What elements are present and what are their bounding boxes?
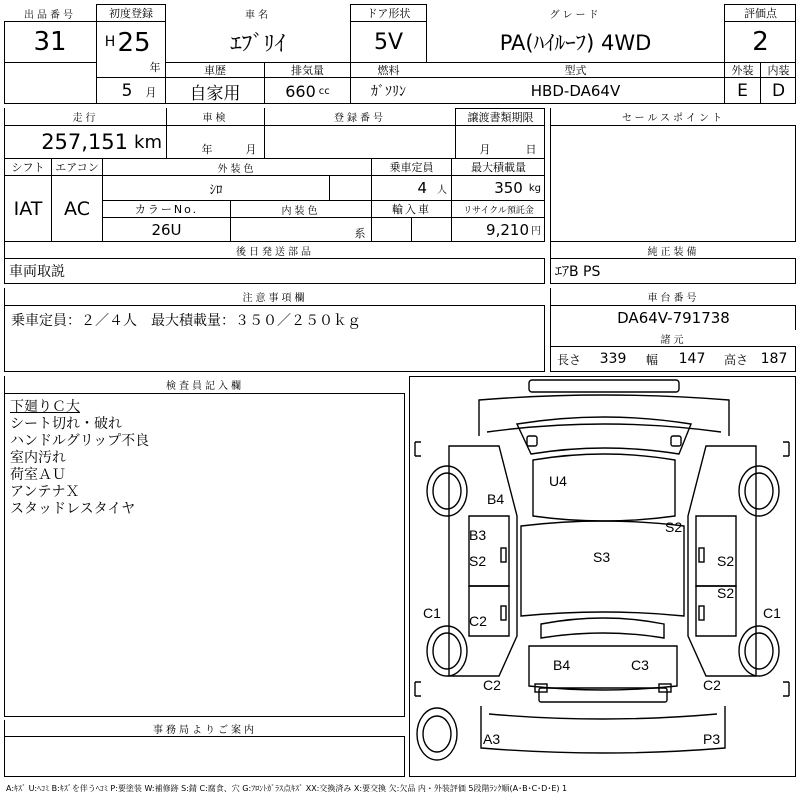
exterior-value: E xyxy=(737,81,748,101)
inspection-year-unit: 年 xyxy=(201,143,213,156)
width-value: 147 xyxy=(678,351,706,367)
year-value: 25 xyxy=(117,28,151,58)
mileage-value: 257,151 km xyxy=(41,130,162,154)
reg-no-label: 登録番号 xyxy=(265,108,455,125)
era-value: H xyxy=(104,34,116,50)
transfer-month-unit: 月 xyxy=(479,143,491,156)
displacement-label: 排気量 xyxy=(291,63,324,77)
inspector-line: アンテナＸ xyxy=(10,484,80,500)
score-label: 評価点 xyxy=(744,7,777,20)
door-value: 5V xyxy=(373,29,404,55)
inspector-label: 検査員記入欄 xyxy=(5,376,405,393)
mark-s3: S3 xyxy=(593,549,611,565)
chassis-label: 車台番号 xyxy=(551,288,796,305)
history-label: 車歴 xyxy=(204,63,226,77)
mark-c2: C2 xyxy=(483,677,501,693)
mark-s2: S2 xyxy=(717,553,735,569)
month-value: 5 xyxy=(121,81,133,101)
mark-s2: S2 xyxy=(665,519,683,535)
mark-c2: C2 xyxy=(469,613,487,629)
inspector-line: 室内汚れ xyxy=(10,450,66,466)
displacement-value: 660 cc xyxy=(285,81,330,101)
grade-value: PA(ﾊｲﾙｰﾌ) 4WD xyxy=(499,31,652,55)
genuine-label: 純正装備 xyxy=(551,242,796,258)
interior-value: D xyxy=(771,81,786,101)
inspector-line: シート切れ・破れ xyxy=(10,416,122,432)
aircon-label: エアコン xyxy=(55,161,99,174)
interior-label: 内装 xyxy=(767,63,790,77)
history-value: 自家用 xyxy=(189,83,241,104)
mark-c3: C3 xyxy=(631,657,649,673)
genuine-value: ｴｱB PS xyxy=(555,264,601,280)
inspector-line: 荷室ＡＵ xyxy=(10,467,66,483)
mileage-label: 走行 xyxy=(5,108,166,125)
lot-no-value: 31 xyxy=(33,27,67,57)
length-value: 339 xyxy=(599,351,627,367)
door-label: ドア形状 xyxy=(366,7,411,20)
aircon-value: AC xyxy=(64,197,90,220)
mark-c2: C2 xyxy=(703,677,721,693)
inspector-line: 下廻りＣ大 xyxy=(10,399,80,415)
first-reg-label: 初度登録 xyxy=(109,7,153,20)
height-label: 高さ xyxy=(723,352,748,367)
mark-c1: C1 xyxy=(763,605,781,621)
mark-s2: S2 xyxy=(717,585,735,601)
notes-label: 注意事項欄 xyxy=(5,288,545,305)
capacity-label: 乗車定員 xyxy=(389,161,434,174)
mark-b4: B4 xyxy=(487,491,505,507)
max-load-value: 350 kg xyxy=(494,179,541,197)
height-value: 187 xyxy=(760,351,788,367)
mark-b4: B4 xyxy=(553,657,571,673)
car-name-value: ｴﾌﾞﾘｲ xyxy=(230,31,286,57)
kei-unit: 系 xyxy=(354,227,366,240)
inspector-line: スタッドレスタイヤ xyxy=(10,501,136,517)
month-unit: 月 xyxy=(145,86,157,99)
ext-color-value: ｼﾛ xyxy=(209,182,223,198)
fuel-value: ｶﾞｿﾘﾝ xyxy=(371,84,406,100)
shift-value: IAT xyxy=(13,197,43,220)
car-name-label: 車名 xyxy=(166,4,350,22)
chassis-value: DA64V-791738 xyxy=(617,309,730,327)
score-value: 2 xyxy=(752,27,769,57)
recycle-label: リサイクル預託金 xyxy=(463,205,534,216)
office-label: 事務局よりご案内 xyxy=(5,720,405,736)
ext-color-label: 外装色 xyxy=(103,159,371,175)
later-parts-value: 車両取説 xyxy=(9,264,65,280)
max-load-label: 最大積載量 xyxy=(471,161,526,174)
exterior-label: 外装 xyxy=(731,63,754,77)
int-color-label: 内装色 xyxy=(231,201,371,217)
later-parts-label: 後日発送部品 xyxy=(5,242,545,258)
car-diagram xyxy=(409,376,796,777)
transfer-label: 譲渡書類期限 xyxy=(467,110,534,124)
year-unit: 年 xyxy=(149,61,161,74)
sales-point-label: セールスポイント xyxy=(551,108,796,125)
notes-value: 乗車定員：２／４人 最大積載量：３５０／２５０ｋｇ xyxy=(11,313,361,329)
mark-u4: U4 xyxy=(549,473,567,489)
inspection-label: 車検 xyxy=(167,108,264,125)
mark-s2: S2 xyxy=(469,553,487,569)
color-no-value: 26U xyxy=(151,220,182,239)
model-value: HBD-DA64V xyxy=(530,82,621,100)
model-label: 型式 xyxy=(564,63,587,77)
color-no-label: カラーNo. xyxy=(134,203,199,216)
length-label: 長さ xyxy=(556,352,581,367)
specs-label: 諸元 xyxy=(551,330,796,346)
width-label: 幅 xyxy=(645,352,658,367)
inspector-line: ハンドルグリップ不良 xyxy=(10,433,150,449)
fuel-label: 燃料 xyxy=(377,63,400,77)
shift-label: シフト xyxy=(11,161,45,174)
recycle-value: 9,210 円 xyxy=(486,220,541,239)
import-label: 輸入車 xyxy=(392,203,431,216)
grade-label: グレード xyxy=(427,4,724,22)
inspection-month-unit: 月 xyxy=(245,143,257,156)
lot-no-label: 出品番号 xyxy=(4,4,96,22)
transfer-day-unit: 日 xyxy=(525,143,537,156)
mark-c1: C1 xyxy=(423,605,441,621)
mark-a3: A3 xyxy=(483,731,501,747)
mark-b3: B3 xyxy=(469,527,487,543)
capacity-value: 4 人 xyxy=(417,179,447,197)
legend-text: A:ｷｽﾞ U:ﾍｺﾐ B:ｷｽﾞを伴うﾍｺﾐ P:要塗装 W:補修跡 S:錆 C:腐食、穴 G:ﾌﾛﾝﾄｶﾞﾗｽ点ｷｽﾞ XX:交換済み X:要交換 欠:欠品 内・外装評価 5段階ﾗﾝｸ順(A･B･C･D･E) 1 xyxy=(6,783,568,793)
mark-p3: P3 xyxy=(703,731,721,747)
